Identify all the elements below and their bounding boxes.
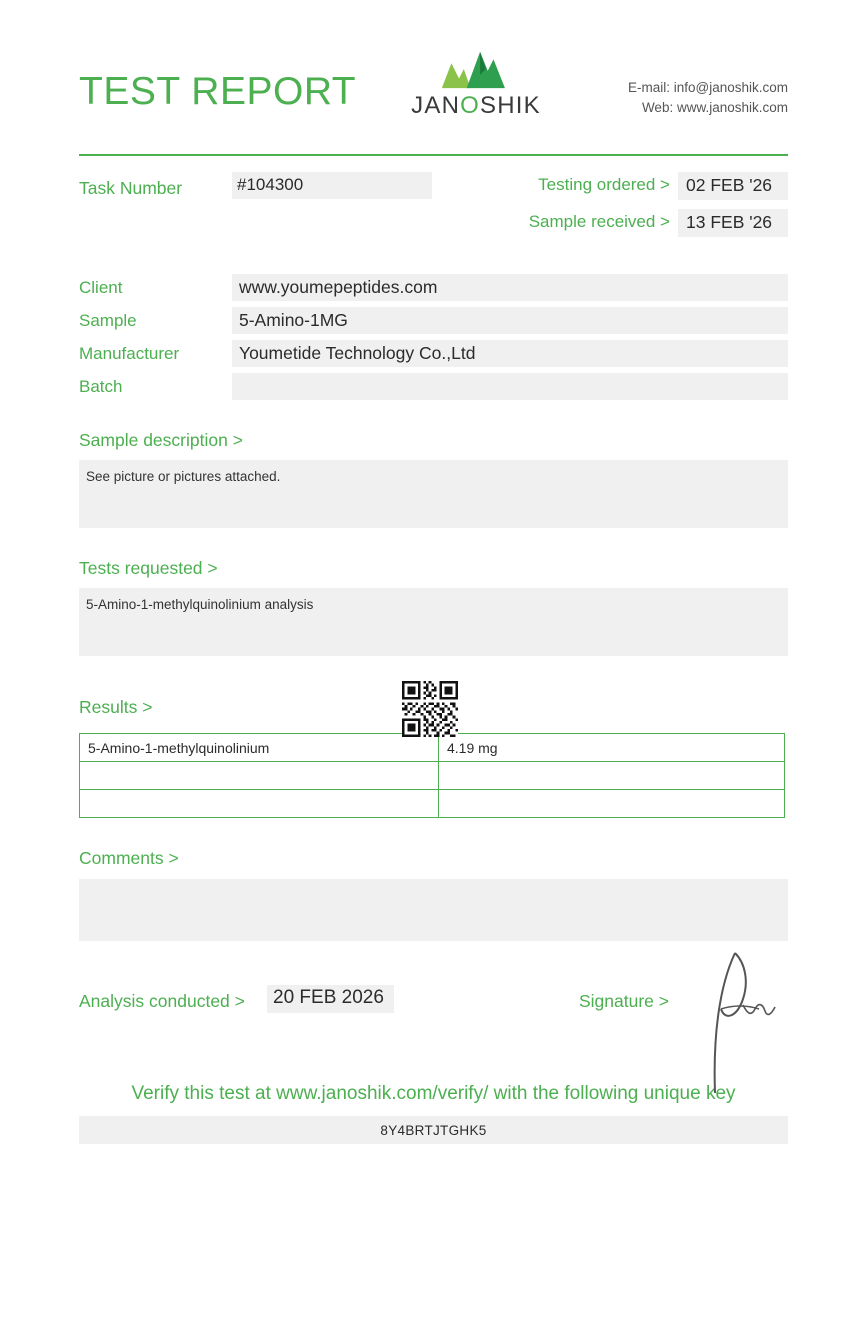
report-header: [79, 40, 788, 150]
result-value: [439, 762, 785, 790]
task-number-value: #104300: [232, 172, 432, 199]
info-key-manufacturer: Manufacturer: [79, 344, 180, 363]
testing-ordered-row: [529, 172, 788, 200]
result-analyte: [80, 762, 439, 790]
sample-description-text: See picture or pictures attached.: [79, 460, 788, 528]
sample-received-value: 13 FEB '26: [678, 209, 788, 237]
sample-received-label: Sample received >: [528, 212, 670, 231]
result-value: 4.19 mg: [439, 734, 785, 762]
signature-icon: [699, 947, 799, 1097]
mountain-logo-icon: [438, 46, 515, 90]
contact-block: [628, 78, 788, 117]
brand-wordmark-accent: O: [460, 92, 480, 119]
info-row: [79, 340, 788, 367]
info-row: [79, 307, 788, 334]
contact-web: Web: www.janoshik.com: [641, 99, 788, 115]
qr-code: [402, 681, 458, 737]
results-header: [79, 683, 788, 733]
testing-ordered-label: Testing ordered >: [538, 175, 670, 194]
info-key-batch: Batch: [79, 377, 123, 396]
sample-description-title: Sample description >: [79, 430, 243, 450]
info-value-sample: 5-Amino-1MG: [232, 307, 788, 334]
results-title: Results >: [79, 697, 153, 717]
analysis-signature-section: [79, 985, 788, 1075]
brand-wordmark: [376, 92, 576, 120]
info-row: [79, 373, 788, 400]
signature-label: Signature >: [579, 991, 669, 1011]
contact-email: E-mail: info@janoshik.com: [627, 80, 788, 95]
comments-text: [79, 879, 788, 941]
table-row: [80, 762, 785, 790]
sample-received-row: [529, 209, 788, 237]
table-row: [80, 790, 785, 818]
brand-wordmark-part2: SHIK: [480, 92, 541, 119]
page-title: TEST REPORT: [79, 70, 357, 113]
info-value-batch: [232, 373, 788, 400]
table-row: [80, 734, 785, 762]
info-key-client: Client: [79, 278, 123, 297]
tests-requested-title: Tests requested >: [79, 558, 218, 578]
testing-ordered-value: 02 FEB '26: [678, 172, 788, 200]
result-analyte: [80, 790, 439, 818]
verify-text: Verify this test at www.janoshik.com/verify/ with the following unique key: [131, 1083, 736, 1104]
result-analyte: 5-Amino-1-methylquinolinium: [80, 734, 439, 762]
task-section: [79, 172, 788, 248]
analysis-conducted-label: Analysis conducted >: [79, 991, 245, 1011]
brand-logo: [376, 46, 576, 120]
info-value-manufacturer: Youmetide Technology Co.,Ltd: [232, 340, 788, 367]
test-report-page: [0, 40, 867, 1320]
unique-key-value: 8Y4BRTJTGHK5: [79, 1116, 788, 1144]
tests-requested-text: 5-Amino-1-methylquinolinium analysis: [79, 588, 788, 656]
task-number-label: Task Number: [79, 178, 183, 198]
sample-info-table: [79, 274, 788, 400]
results-table: [79, 733, 785, 818]
info-key-sample: Sample: [79, 311, 137, 330]
info-value-client: www.youmepeptides.com: [232, 274, 788, 301]
dates-block: [529, 172, 788, 246]
result-value: [439, 790, 785, 818]
info-row: [79, 274, 788, 301]
brand-wordmark-part1: JAN: [411, 92, 461, 119]
analysis-conducted-value: 20 FEB 2026: [267, 985, 394, 1013]
comments-title: Comments >: [79, 848, 179, 868]
header-divider: [79, 154, 788, 156]
